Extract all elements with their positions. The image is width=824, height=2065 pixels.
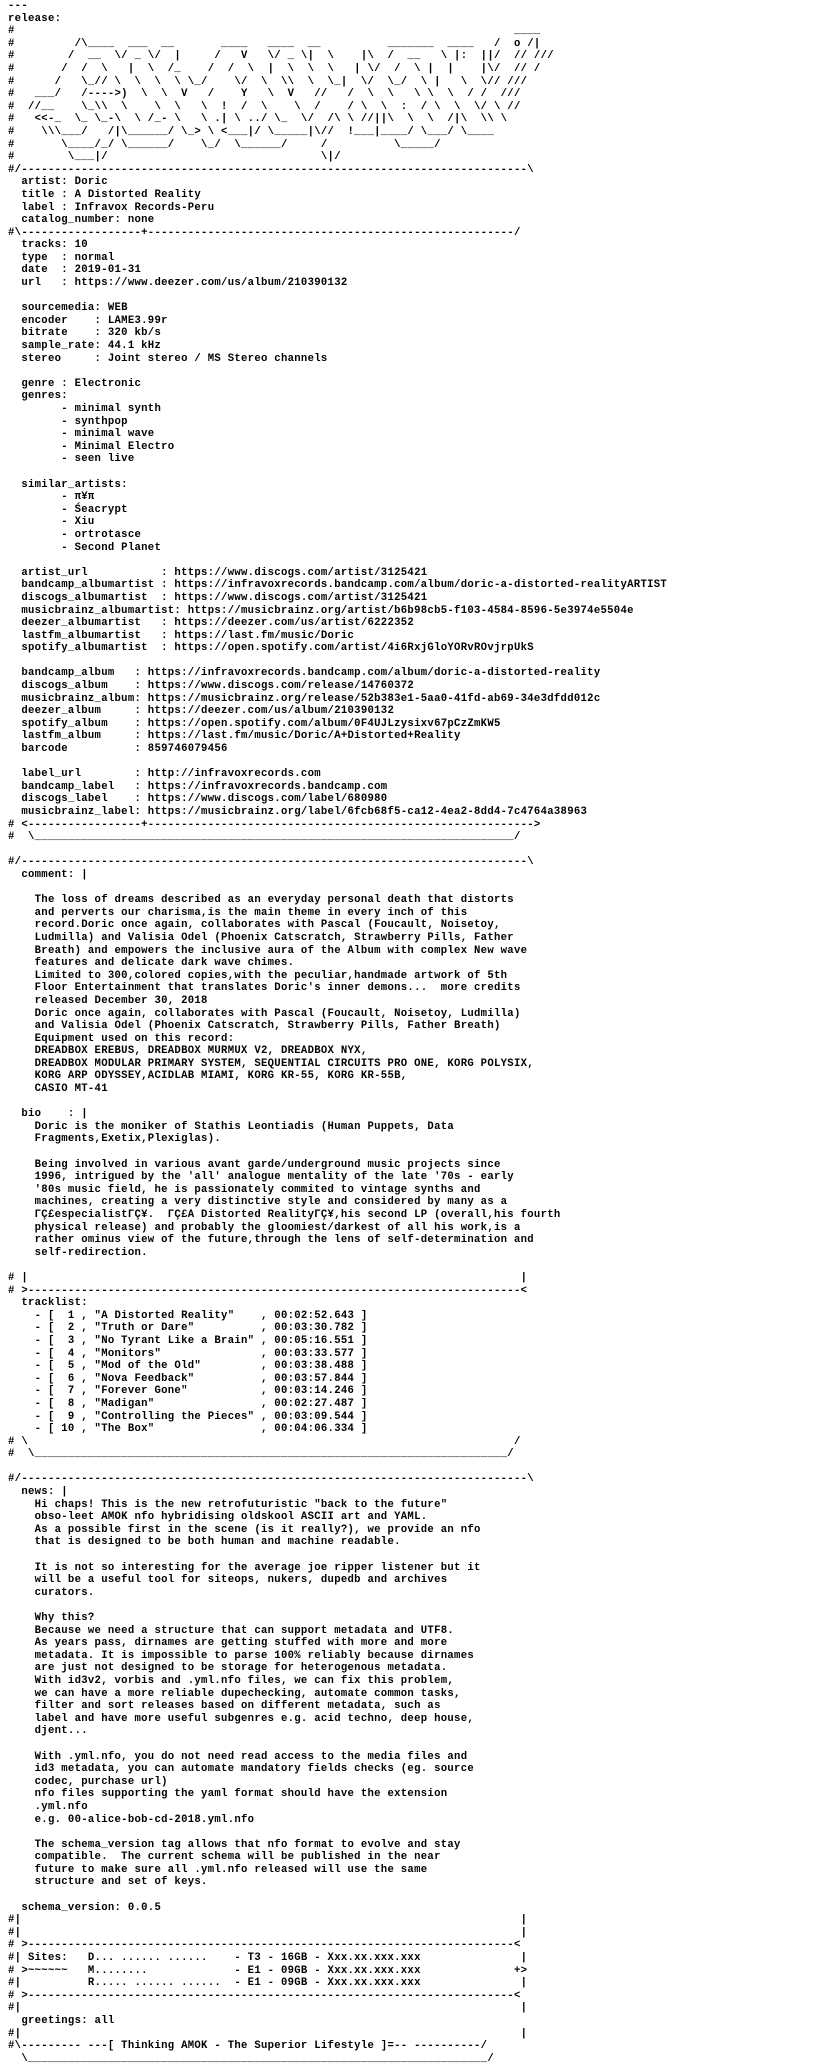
nfo-line: As a possible first in the scene (is it really?), we provide an nfo: [8, 1523, 481, 1536]
nfo-line: - [ 8 , "Madigan" , 00:02:27.487 ]: [8, 1397, 368, 1410]
nfo-line: are just not designed to be storage for heterogenous metadata.: [8, 1662, 448, 1675]
nfo-line: Breath) and empowers the inclusive aura of the Album with complex New wave: [8, 944, 528, 957]
nfo-line: # / \_// \ \ \ \ \_/ \/ \ \\ \ \_| \/ \_/ \ | \ \// ///: [8, 75, 528, 88]
nfo-line: # \___|/ \|/: [8, 151, 341, 164]
nfo-line: The loss of dreams described as an everyday personal death that distorts: [8, 894, 514, 907]
nfo-line: # ___/ /---->) \ \ V / Y \ V // / \ \ \ \ \ / / ///: [8, 88, 521, 101]
nfo-line: ---: [8, 0, 28, 12]
nfo-line: encoder : LAME3.99r: [8, 314, 168, 327]
nfo-line: sourcemedia: WEB: [8, 302, 128, 315]
nfo-line: Ludmilla) and Valisia Odel (Phoenix Catscratch, Strawberry Pills, Father: [8, 931, 514, 944]
nfo-line: # \\\___/ /|\______/ \_> \ <___|/ \_____|\// !___|____/ \___/ \____: [8, 125, 494, 138]
nfo-line: #/----------------------------------------------------------------------------\: [8, 1473, 534, 1486]
nfo-line: deezer_album : https://deezer.com/us/album/210390132: [8, 705, 395, 718]
nfo-line: release:: [8, 12, 62, 25]
nfo-line: label_url : http://infravoxrecords.com: [8, 768, 321, 781]
nfo-line: With .yml.nfo, you do not need read access to the media files and: [8, 1750, 468, 1763]
nfo-line: As years pass, dirnames are getting stuffed with more and more: [8, 1637, 448, 1650]
nfo-line: artist_url : https://www.discogs.com/artist/3125421: [8, 566, 428, 579]
nfo-line: discogs_album : https://www.discogs.com/release/14760372: [8, 680, 415, 693]
nfo-line: '80s music field, he is passionately commited to vintage synths and: [8, 1183, 481, 1196]
nfo-line: physical release) and probably the gloomiest/darkest of all his work,is a: [8, 1221, 521, 1234]
nfo-line: - minimal synth: [8, 403, 162, 415]
nfo-line: tracklist:: [8, 1297, 88, 1310]
nfo-line: greetings: all: [8, 2015, 115, 2027]
nfo-line: - π¥π: [8, 491, 95, 504]
nfo-line: # >--------------------------------------------------------------------------<: [8, 1284, 528, 1297]
nfo-line: CASIO MT-41: [8, 1083, 108, 1096]
nfo-line: #| |: [8, 1926, 528, 1939]
nfo-line: rather ominus view of the future,through the lens of self-determination and: [8, 1234, 534, 1247]
nfo-line: spotify_album : https://open.spotify.com/album/0F4UJLzysixv67pCzZmKW5: [8, 717, 501, 730]
nfo-line: comment: |: [8, 868, 88, 881]
nfo-line: - seen live: [8, 453, 135, 466]
nfo-line: .yml.nfo: [8, 1800, 88, 1813]
nfo-line: obso-leet AMOK nfo hybridising oldskool ASCII art and YAML.: [8, 1511, 428, 1524]
nfo-line: - [ 3 , "No Tyrant Like a Brain" , 00:05:16.551 ]: [8, 1334, 368, 1347]
nfo-line: KORG ARP ODYSSEY,ACIDLAB MIAMI, KORG KR-55, KORG KR-55B,: [8, 1070, 408, 1083]
nfo-line: # <-----------------+---------------------------------------------------------->: [8, 818, 541, 831]
nfo-line: # >~~~~~~ M........ - E1 - 09GB - Xxx.xx.xxx.xxx +>: [8, 1964, 528, 1977]
nfo-line: - Second Planet: [8, 541, 162, 554]
nfo-line: ΓÇ£especialistΓÇ¥. ΓÇ£A Distorted RealityΓÇ¥,his second LP (overall,his fourth: [8, 1209, 561, 1221]
nfo-line: - Minimal Electro: [8, 440, 175, 453]
nfo-line: 1996, intrigued by the 'all' analogue mentality of the late '70s - early: [8, 1171, 514, 1184]
nfo-line: similar_artists:: [8, 478, 128, 491]
nfo-line: Limited to 300,colored copies,with the peculiar,handmade artwork of 5th: [8, 969, 508, 982]
nfo-line: id3 metadata, you can automate mandatory fields checks (eg. source: [8, 1763, 475, 1776]
nfo-line: bandcamp_album : https://infravoxrecords.bandcamp.com/album/doric-a-distorted-reality: [8, 667, 601, 680]
nfo-line: \_____________________________________________________________________/: [8, 2052, 494, 2065]
nfo-line: discogs_albumartist : https://www.discogs.com/artist/3125421: [8, 591, 428, 604]
nfo-line: nfo files supporting the yaml format should have the extension: [8, 1788, 448, 1801]
nfo-line: # //__ \_\\ \ \ \ \ ! / \ \ / / \ \ : / \ \ \/ \ //: [8, 100, 521, 113]
nfo-line: filter and sort releases based on different metadata, such as: [8, 1700, 441, 1713]
nfo-line: structure and set of keys.: [8, 1876, 208, 1889]
nfo-line: record.Doric once again, collaborates with Pascal (Foucault, Noisetoy,: [8, 919, 501, 932]
nfo-line: tracks: 10: [8, 239, 88, 252]
nfo-line: url : https://www.deezer.com/us/album/210390132: [8, 277, 348, 290]
nfo-line: Hi chaps! This is the new retrofuturistic "back to the future": [8, 1498, 448, 1511]
nfo-line: barcode : 859746079456: [8, 743, 228, 756]
nfo-line: bio : |: [8, 1108, 88, 1121]
nfo-line: # \_______________________________________________________________________/: [8, 1448, 514, 1461]
nfo-line: future to make sure all .yml.nfo released will use the same: [8, 1863, 428, 1876]
nfo-line: genres:: [8, 390, 68, 403]
nfo-line: #/----------------------------------------------------------------------------\: [8, 856, 534, 869]
nfo-line: self-redirection.: [8, 1246, 148, 1259]
nfo-line: - synthpop: [8, 415, 128, 428]
nfo-line: #/----------------------------------------------------------------------------\: [8, 163, 534, 176]
nfo-line: bandcamp_albumartist : https://infravoxrecords.bandcamp.com/album/doric-a-distorted-realityARTIST: [8, 579, 668, 592]
nfo-line: With id3v2, vorbis and .yml.nfo files, we can fix this problem,: [8, 1674, 455, 1687]
nfo-line: lastfm_album : https://last.fm/music/Doric/A+Distorted+Reality: [8, 730, 461, 743]
nfo-line: artist: Doric: [8, 176, 108, 189]
nfo-line: lastfm_albumartist : https://last.fm/music/Doric: [8, 629, 355, 642]
nfo-line: Doric once again, collaborates with Pascal (Foucault, Noisetoy, Ludmilla): [8, 1007, 521, 1020]
nfo-line: # /\____ ___ __ ____ ____ __ _______ ____ / o /|: [8, 37, 541, 50]
nfo-line: sample_rate: 44.1 kHz: [8, 340, 162, 353]
nfo-line: - [ 5 , "Mod of the Old" , 00:03:38.488 ]: [8, 1360, 368, 1373]
nfo-line: curators.: [8, 1586, 95, 1599]
nfo-line: #| |: [8, 2002, 528, 2015]
nfo-line: - minimal wave: [8, 428, 155, 441]
nfo-line: metadata. It is impossible to parse 100% reliably because dirnames: [8, 1649, 475, 1662]
nfo-line: DREADBOX EREBUS, DREADBOX MURMUX V2, DREADBOX NYX,: [8, 1045, 368, 1058]
nfo-line: # \ /: [8, 1435, 521, 1448]
nfo-line: musicbrainz_albumartist: https://musicbrainz.org/artist/b6b98cb5-f103-4584-8596-5e3974e5504e: [8, 604, 634, 617]
nfo-line: spotify_albumartist : https://open.spotify.com/artist/4i6RxjGloYORvROvjrpUkS: [8, 642, 534, 655]
nfo-line: # >-------------------------------------------------------------------------<: [8, 1989, 521, 2002]
nfo-line: genre : Electronic: [8, 377, 142, 390]
nfo-line: - Śeacrypt: [8, 503, 128, 516]
nfo-line: - [ 6 , "Nova Feedback" , 00:03:57.844 ]: [8, 1372, 368, 1385]
nfo-line: musicbrainz_label: https://musicbrainz.org/label/6fcb68f5-ca12-4ea2-8dd4-7c4764a38963: [8, 806, 588, 818]
nfo-line: # / / \ | \ /_ / / \ | \ \ \ | \/ / \ | | |\/ // /: [8, 62, 541, 75]
nfo-line: It is not so interesting for the average joe ripper listener but it: [8, 1561, 481, 1574]
nfo-line: and Valisia Odel (Phoenix Catscratch, Strawberry Pills, Father Breath): [8, 1020, 501, 1033]
nfo-line: #\------------------+-------------------------------------------------------/: [8, 226, 521, 239]
nfo-line: and perverts our charisma,is the main theme in every inch of this: [8, 906, 468, 919]
nfo-line: Because we need a structure that can support metadata and UTF8.: [8, 1624, 455, 1637]
nfo-line: # / __ \/ _ \/ | / V \/ _ \| \ |\ / __ \ |: ||/ // ///: [8, 50, 554, 63]
nfo-line: # <<-_ \_ \_-\ \ /_- \ \ .| \ ../ \_ \/ /\ \ //||\ \ \ /|\ \\ \: [8, 113, 508, 126]
nfo-line: - [ 7 , "Forever Gone" , 00:03:14.246 ]: [8, 1385, 368, 1398]
nfo-line: #\--------- ---[ Thinking AMOK - The Superior Lifestyle ]=-- ----------/: [8, 2040, 488, 2053]
nfo-line: # >-------------------------------------------------------------------------<: [8, 1939, 521, 1952]
nfo-line: features and delicate dark wave chimes.: [8, 957, 295, 970]
nfo-line: # ____: [8, 25, 541, 38]
nfo-line: - ortrotasce: [8, 528, 142, 541]
nfo-line: machines, creating a very distinctive style and considered by many as a: [8, 1196, 508, 1209]
nfo-line: news: |: [8, 1486, 68, 1499]
nfo-line: - [ 10 , "The Box" , 00:04:06.334 ]: [8, 1423, 368, 1436]
nfo-line: codec, purchase url): [8, 1775, 168, 1788]
nfo-line: #| |: [8, 1914, 528, 1927]
nfo-line: DREADBOX MODULAR PRIMARY SYSTEM, SEQUENTIAL CIRCUITS PRO ONE, KORG POLYSIX,: [8, 1057, 534, 1070]
nfo-line: catalog_number: none: [8, 214, 155, 227]
nfo-line: # | |: [8, 1271, 528, 1284]
nfo-line: date : 2019-01-31: [8, 264, 142, 277]
nfo-line: #| R..... ...... ...... - E1 - 09GB - Xxx.xx.xxx.xxx |: [8, 1977, 528, 1990]
nfo-line: e.g. 00-alice-bob-cd-2018.yml.nfo: [8, 1813, 255, 1826]
nfo-line: that is designed to be both human and machine readable.: [8, 1536, 401, 1549]
nfo-line: - [ 1 , "A Distorted Reality" , 00:02:52.643 ]: [8, 1309, 368, 1322]
nfo-line: The schema_version tag allows that nfo format to evolve and stay: [8, 1838, 461, 1851]
nfo-line: type : normal: [8, 251, 115, 264]
nfo-line: stereo : Joint stereo / MS Stereo channels: [8, 352, 328, 365]
nfo-line: schema_version: 0.0.5: [8, 1901, 162, 1914]
nfo-line: Being involved in various avant garde/underground music projects since: [8, 1158, 501, 1171]
nfo-line: # \____/_/ \______/ \_/ \______/ / \_____/: [8, 138, 441, 151]
nfo-line: djent...: [8, 1725, 88, 1738]
nfo-line: #| |: [8, 2027, 528, 2040]
nfo-line: discogs_label : https://www.discogs.com/label/680980: [8, 793, 388, 806]
nfo-line: musicbrainz_album: https://musicbrainz.org/release/52b383e1-5aa0-41fd-ab69-34e3dfdd012c: [8, 692, 601, 705]
nfo-line: deezer_albumartist : https://deezer.com/us/artist/6222352: [8, 617, 415, 630]
nfo-line: - [ 2 , "Truth or Dare" , 00:03:30.782 ]: [8, 1322, 368, 1335]
nfo-line: bandcamp_label : https://infravoxrecords.bandcamp.com: [8, 780, 388, 793]
nfo-line: - Xiu: [8, 516, 95, 529]
nfo-line: Equipment used on this record:: [8, 1032, 235, 1045]
nfo-line: Why this?: [8, 1612, 95, 1624]
nfo-line: label : Infravox Records-Peru: [8, 201, 215, 214]
nfo-line: # \________________________________________________________________________/: [8, 831, 521, 844]
nfo-line: Floor Entertainment that translates Doric's inner demons... more credits: [8, 982, 521, 995]
nfo-line: bitrate : 320 kb/s: [8, 327, 162, 340]
nfo-line: label and have more useful subgenres e.g. acid techno, deep house,: [8, 1712, 475, 1725]
nfo-line: title : A Distorted Reality: [8, 188, 202, 201]
nfo-line: #| Sites: D... ...... ...... - T3 - 16GB - Xxx.xx.xxx.xxx |: [8, 1952, 528, 1965]
nfo-line: - [ 9 , "Controlling the Pieces" , 00:03:09.544 ]: [8, 1410, 368, 1423]
nfo-line: Fragments,Exetix,Plexiglas).: [8, 1133, 222, 1146]
nfo-line: released December 30, 2018: [8, 994, 208, 1007]
nfo-line: will be a useful tool for siteops, nukers, dupedb and archives: [8, 1574, 448, 1587]
nfo-line: Doric is the moniker of Stathis Leontiadis (Human Puppets, Data: [8, 1120, 455, 1133]
nfo-line: - [ 4 , "Monitors" , 00:03:33.577 ]: [8, 1347, 368, 1360]
nfo-line: we can have a more reliable dupechecking, automate common tasks,: [8, 1687, 461, 1700]
nfo-line: compatible. The current schema will be published in the near: [8, 1851, 441, 1864]
